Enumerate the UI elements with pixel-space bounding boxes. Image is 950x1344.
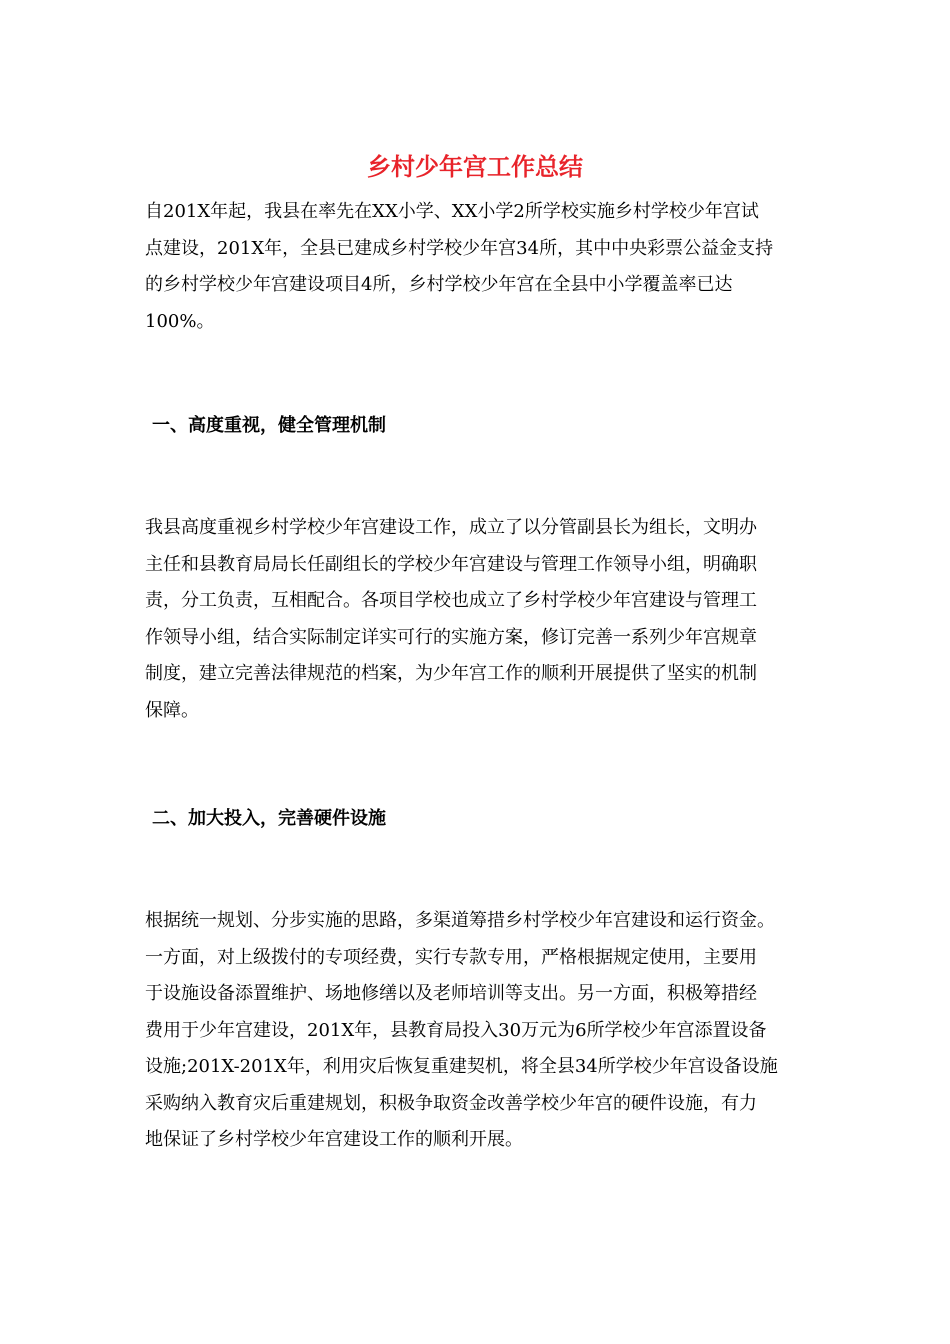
section-2-paragraph xyxy=(145,903,835,1159)
paragraph-line: 费用于少年宫建设，201X年，县教育局投入30万元为6所学校少年宫添置设备 xyxy=(145,1019,767,1041)
paragraph-line: 采购纳入教育灾后重建规划，积极争取资金改善学校少年宫的硬件设施，有力 xyxy=(145,1092,757,1114)
paragraph-line: 自201X年起，我县在率先在XX小学、XX小学2所学校实施乡村学校少年宫试 xyxy=(145,201,759,222)
paragraph-line: 设施;201X-201X年，利用灾后恢复重建契机，将全县34所学校少年宫设备设施 xyxy=(145,1056,778,1077)
paragraph-line: 于设施设备添置维护、场地修缮以及老师培训等支出。另一方面，积极筹措经 xyxy=(145,983,757,1004)
paragraph-line: 我县高度重视乡村学校少年宫建设工作，成立了以分管副县长为组长，文明办 xyxy=(145,517,757,538)
paragraph-line: 责，分工负责，互相配合。各项目学校也成立了乡村学校少年宫建设与管理工 xyxy=(145,590,757,611)
paragraph-line: 地保证了乡村学校少年宫建设工作的顺利开展。 xyxy=(145,1129,523,1150)
paragraph-line: 保障。 xyxy=(145,699,199,721)
paragraph-line: 一方面，对上级拨付的专项经费，实行专款专用，严格根据规定使用，主要用 xyxy=(145,946,757,968)
paragraph-line: 作领导小组，结合实际制定详实可行的实施方案，修订完善一系列少年宫规章 xyxy=(145,626,757,648)
document-title: 乡村少年宫工作总结 xyxy=(367,153,583,181)
paragraph-line: 主任和县教育局局长任副组长的学校少年宫建设与管理工作领导小组，明确职 xyxy=(145,553,757,575)
paragraph-line: 的乡村学校少年宫建设项目4所，乡村学校少年宫在全县中小学覆盖率已达 xyxy=(145,274,733,295)
section-1-paragraph xyxy=(145,510,835,729)
paragraph-line: 根据统一规划、分步实施的思路，多渠道筹措乡村学校少年宫建设和运行资金。 xyxy=(145,910,775,931)
section-2-heading: 二、加大投入，完善硬件设施 xyxy=(152,808,386,829)
intro-paragraph xyxy=(145,194,835,340)
paragraph-line: 制度，建立完善法律规范的档案，为少年宫工作的顺利开展提供了坚实的机制 xyxy=(145,663,757,684)
paragraph-line: 点建设，201X年，全县已建成乡村学校少年宫34所，其中中央彩票公益金支持 xyxy=(145,237,774,259)
paragraph-line: 100%。 xyxy=(145,310,215,332)
section-1-heading: 一、高度重视，健全管理机制 xyxy=(152,415,386,436)
